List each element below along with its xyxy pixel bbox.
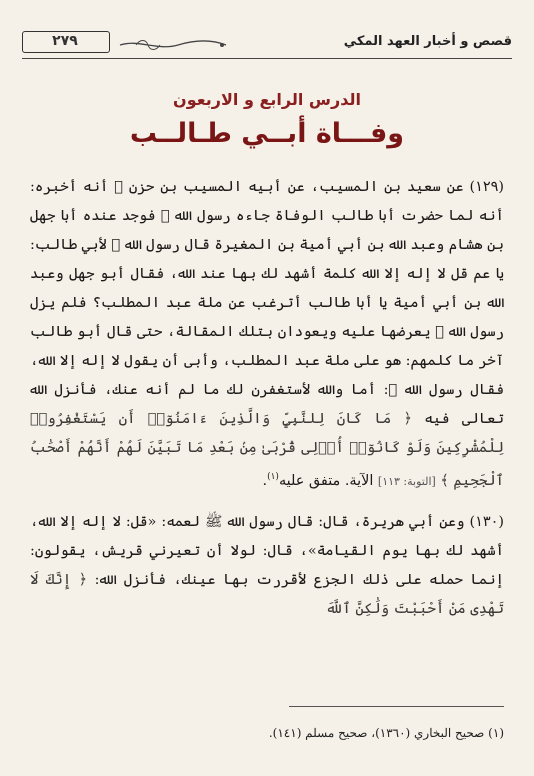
quran-verse: ﴿ مَا كَانَ لِلنَّبِيِّ وَالَّذِينَ ءَامَنُوٓا۟ أَن يَسْتَغْفِرُوا۟ لِلْمُشْرِكِينَ وَلَوْ كَانُوٓا۟ أُو۟لِى قُرْبَىٰ مِنۢ بَعْدِ مَا تَبَيَّنَ لَهُمْ أَنَّهُمْ أَصْحَٰبُ ٱلْجَحِيمِ ﴾: [30, 411, 504, 489]
body-text: [30, 173, 504, 624]
chapter-title: وفـــاة أبــي طـالــب: [129, 118, 405, 149]
footnote-marker: (١): [267, 472, 279, 482]
hadith-ending: الآية. متفق عليه: [278, 472, 374, 489]
page-number: ٢٧٩: [52, 33, 78, 49]
lesson-subtitle: الدرس الرابع و الاربعون: [173, 90, 361, 109]
verse-reference: [التوبة: ١١٣]: [377, 474, 436, 488]
header-rule: [22, 58, 512, 59]
paragraph-130: [30, 508, 504, 624]
quran-verse: ﴿ إِنَّكَ لَا تَهْدِى مَنْ أَحْبَبْتَ وَلَٰكِنَّ ٱللَّهَ: [30, 571, 504, 617]
footnote-rule: [289, 706, 504, 707]
ornament-flourish-icon: [118, 38, 228, 52]
hadith-text: (١٣٠) وعن أبي هريرة، قال: قال رسول الله ﷺ لعمه: «قل: لا إله إلا الله، أشهد لك بها يوم القيامة»، قال: لولا أن تعيرني قريش، يقولون: إنما حمله على ذلك الجزع لأقررت بها عينك، فأنزل الله:: [30, 513, 504, 588]
paragraph-129: (١٢٩) عن سعيد بن المسيب، عن أبيه المسيب بن حزن ﷺ أنه أخبره: أنه لما حضرت أبا طالب الوفاة جاءه رسول الله ﷺ فوجد عنده أبا جهل بن هشام وعبد الله بن أبي أمية بن المغيرة قال رسول الله ﷺ لأبي طالب: يا عم قل لا إله إلا الله كلمة أشهد لك بها عند الله، فقال أبو جهل وعبد الله بن أبي أمية يا أبا طالب أترغب عن ملة عبد المطلب؟ فلم يزل رسول الله ﷺ يعرضها عليه ويعودان بتلك المقالة، حتى قال أبو طالب آخر ما كلمهم: هو على ملة عبد المطلب، وأبى أن يقول لا إله إلا الله، فقال رسول الله ﷺ: أما والله لأستغفرن لك ما لم أنه عنك، فأنزل الله تعالى فيه ﴿ مَا كَانَ لِلنَّبِيِّ وَالَّذِينَ ءَامَنُوٓا۟ أَن يَسْتَغْفِرُوا۟ لِلْمُشْرِكِينَ وَلَوْ كَانُوٓا۟ أُو۟لِى قُرْبَىٰ مِنۢ بَعْدِ مَا تَبَيَّنَ لَهُمْ أَنَّهُمْ أَصْحَٰبُ ٱلْجَحِيمِ ﴾ [التوبة: ١١٣] الآية. متفق عليه$^{(١)}$.: [30, 179, 504, 489]
page-header: [22, 28, 512, 56]
footnote: (١) صحيح البخاري (١٣٦٠)، صحيح مسلم (١٤١).: [268, 726, 504, 740]
hadith-text: (١٢٩) عن سعيد بن المسيب، عن أبيه المسيب بن حزن ﷺ أنه أخبره: أنه لما حضرت أبا طالب الوفاة جاءه رسول الله ﷺ فوجد عنده أبا جهل بن هشام وعبد الله بن أبي أمية بن المغيرة قال رسول الله ﷺ لأبي طالب: يا عم قل لا إله إلا الله كلمة أشهد لك بها عند الله، فقال أبو جهل وعبد الله بن أبي أمية يا أبا طالب أترغب عن ملة عبد المطلب؟ فلم يزل رسول الله ﷺ يعرضها عليه ويعودان بتلك المقالة، حتى قال أبو طالب آخر ما كلمهم: هو على ملة عبد المطلب، وأبى أن يقول لا إله إلا الله، فقال رسول الله ﷺ: أما والله لأستغفرن لك ما لم أنه عنك، فأنزل الله تعالى فيه: [30, 179, 504, 427]
running-title: قصص و أخبار العهد المكي: [343, 34, 512, 49]
